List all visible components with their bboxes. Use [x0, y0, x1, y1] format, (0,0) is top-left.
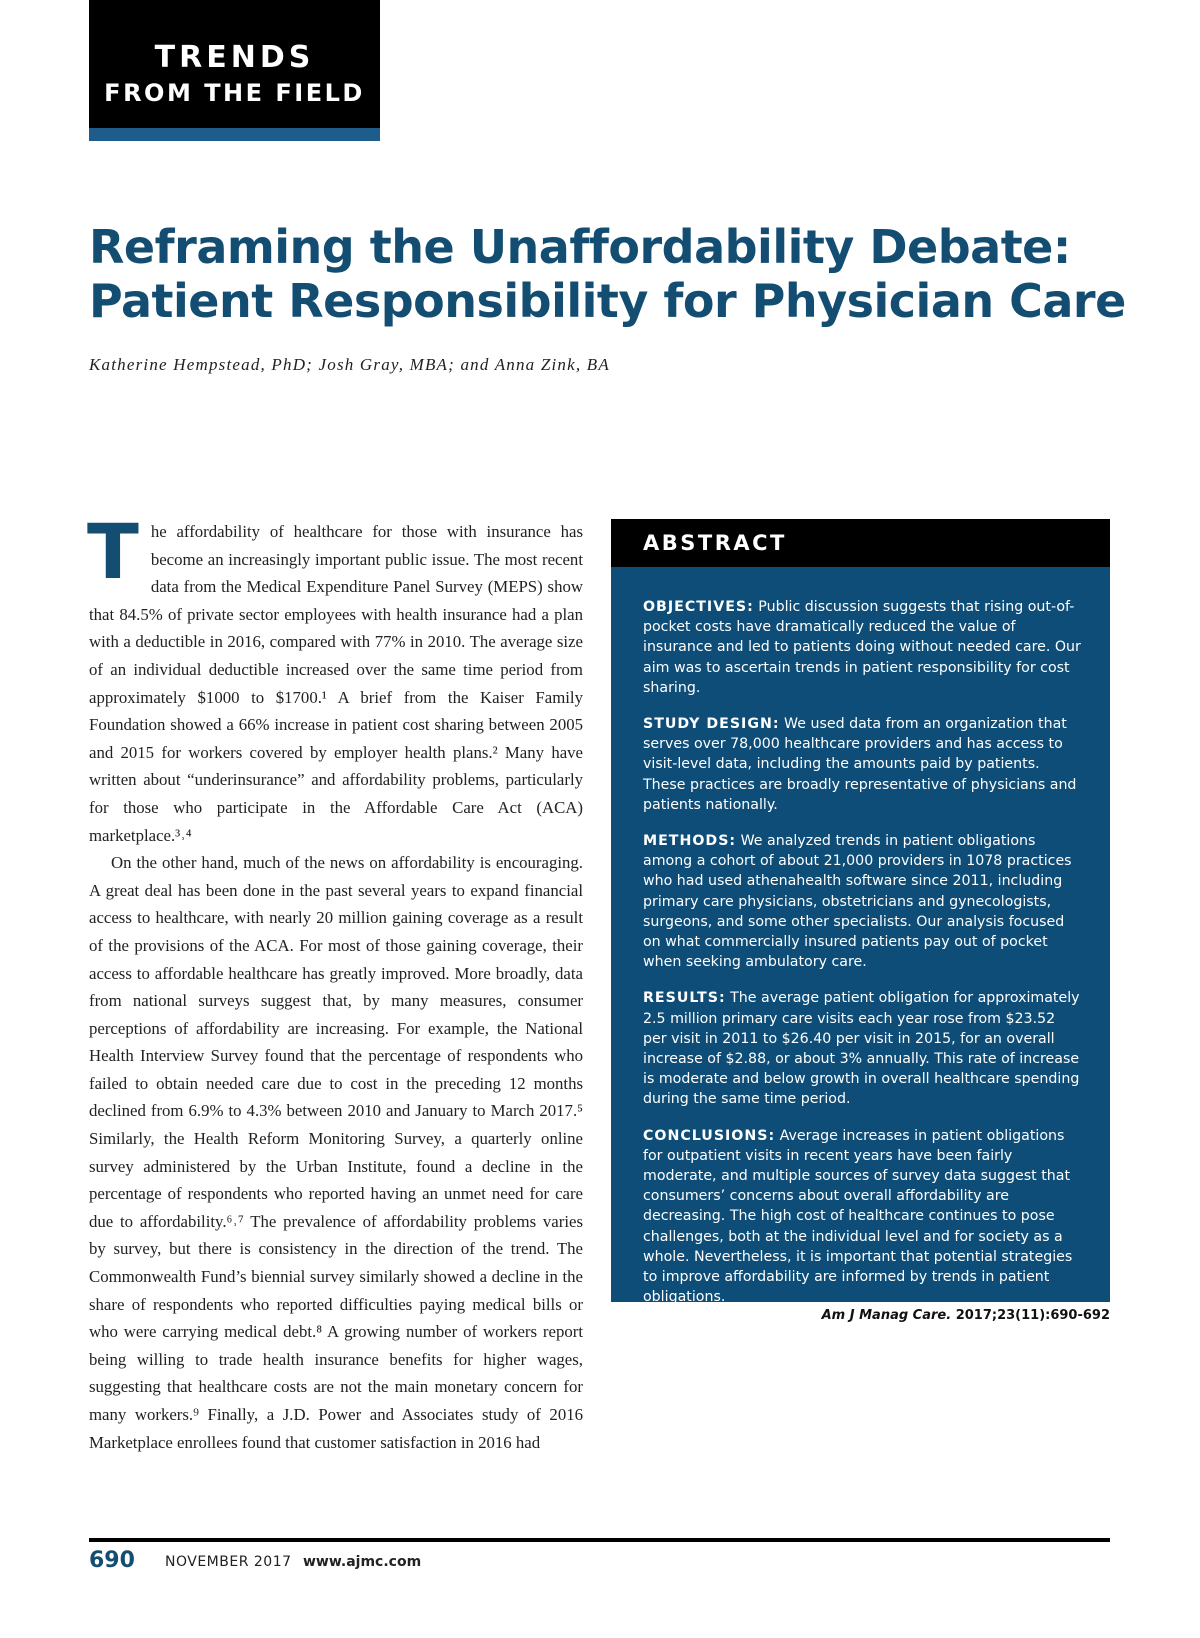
citation-journal: Am J Manag Care.	[821, 1308, 952, 1323]
drop-cap: T	[87, 507, 139, 596]
footer-url[interactable]: www.ajmc.com	[303, 1554, 422, 1570]
abstract-text: Average increases in patient obligations for outpatient visits in recent years have been fairly moderate, and multiple sources of survey data suggest that consumers’ concerns about overall affordability are decreasing. The high cost of healthcare continues to pose challenges, both at the individual level and for society as a whole. Nevertheless, it is important that potential strategies to improve affordability are informed by trends in patient obligations.	[643, 1127, 1073, 1306]
author-list: Katherine Hempstead, PhD; Josh Gray, MBA; and Anna Zink, BA	[89, 355, 610, 374]
abstract-label: OBJECTIVES:	[643, 599, 754, 615]
banner-stripe	[89, 128, 380, 141]
title-line-2: Patient Responsibility for Physician Care	[89, 274, 1126, 328]
abstract-label: RESULTS:	[643, 990, 726, 1007]
footer-rule	[89, 1538, 1110, 1542]
abstract-text: Public discussion suggests that rising out-of-pocket costs have dramatically reduced the value of insurance and led to patients doing without needed care. Our aim was to ascertain trends in patient responsibility for cost sharing.	[643, 599, 1081, 696]
banner-line-1: TRENDS	[154, 40, 315, 75]
abstract-text: We used data from an organization that serves over 78,000 healthcare providers and has access to visit-level data, including the amounts paid by patients. These practices are broadly representative of physicians and patients nationally.	[643, 716, 1077, 813]
abstract-methods	[643, 831, 1082, 972]
footer-date: NOVEMBER 2017	[165, 1554, 292, 1570]
title-line-1: Reframing the Unaffordability Debate:	[89, 220, 1071, 274]
abstract-conclusions	[643, 1126, 1082, 1308]
abstract-results	[643, 988, 1082, 1109]
abstract-text: We analyzed trends in patient obligations among a cohort of about 21,000 providers in 1078 practices who had used athenahealth software since 2011, including primary care physicians, obstetricians and gynecologists, surgeons, and some other specialists. Our analysis focused on what commercially insured patients pay out of pocket when seeking ambulatory care.	[643, 833, 1072, 971]
section-banner	[89, 0, 380, 128]
page-number: 690	[89, 1548, 135, 1573]
citation-ref: 2017;23(11):690-692	[955, 1308, 1110, 1323]
abstract-objectives	[643, 597, 1082, 698]
article-title	[89, 220, 1126, 328]
abstract-study-design	[643, 714, 1082, 815]
paragraph-1-text: he affordability of healthcare for those with insurance has become an increasingly important public issue. The most recent data from the Medical Expenditure Panel Survey (MEPS) show that 84.5% of private sector employees with health insurance had a plan with a deductible in 2016, compared with 77% in 2010. The average size of an individual deductible increased over the same time period from approximately $1000 to $1700.¹ A brief from the Kaiser Family Foundation showed a 66% increase in patient cost sharing between 2005 and 2015 for workers covered by employer health plans.² Many have written about “underinsurance” and affordability problems, particularly for those who participate in the Affordable Care Act (ACA) marketplace.³˒⁴	[89, 522, 583, 845]
body-paragraph-2: On the other hand, much of the news on affordability is encouraging. A great deal has been done in the past several years to expand financial access to healthcare, with nearly 20 million gaining coverage as a result of the provisions of the ACA. For most of those gaining coverage, their access to affordable healthcare has greatly improved. More broadly, data from national surveys suggest that, by many measures, consumer perceptions of affordability are increasing. For example, the National Health Interview Survey found that the percentage of respondents who failed to obtain needed care due to cost in the preceding 12 months declined from 6.9% to 4.3% between 2010 and January to March 2017.⁵ Similarly, the Health Reform Monitoring Survey, a quarterly online survey administered by the Urban Institute, found a decline in the percentage of respondents who reported having an unmet need for care due to affordability.⁶˒⁷ The prevalence of affordability problems varies by survey, but there is consistency in the direction of the trend. The Commonwealth Fund’s biennial survey similarly showed a decline in the share of respondents who reported difficulties paying medical bills or who were carrying medical debt.⁸ A growing number of workers report being willing to trade health insurance benefits for higher wages, suggesting that healthcare costs are not the main monetary concern for many workers.⁹ Finally, a J.D. Power and Associates study of 2016 Marketplace enrollees found that customer satisfaction in 2016 had	[89, 853, 583, 1452]
abstract-content	[611, 567, 1110, 1308]
abstract-label: STUDY DESIGN:	[643, 716, 780, 733]
article-body	[87, 507, 583, 1456]
abstract-heading: ABSTRACT	[611, 519, 1110, 567]
banner-line-2: FROM THE FIELD	[104, 79, 365, 107]
journal-citation	[822, 1308, 1110, 1323]
abstract-label: CONCLUSIONS:	[643, 1127, 776, 1144]
abstract-text: The average patient obligation for approximately 2.5 million primary care visits each year rose from $23.52 per visit in 2011 to $26.40 per visit in 2015, for an overall increase of $2.88, or about 3% annually. This rate of increase is moderate and below growth in overall healthcare spending during the same time period.	[643, 990, 1080, 1108]
abstract-label: METHODS:	[643, 833, 737, 850]
abstract-box	[611, 519, 1110, 1306]
body-paragraph-1	[87, 507, 583, 849]
